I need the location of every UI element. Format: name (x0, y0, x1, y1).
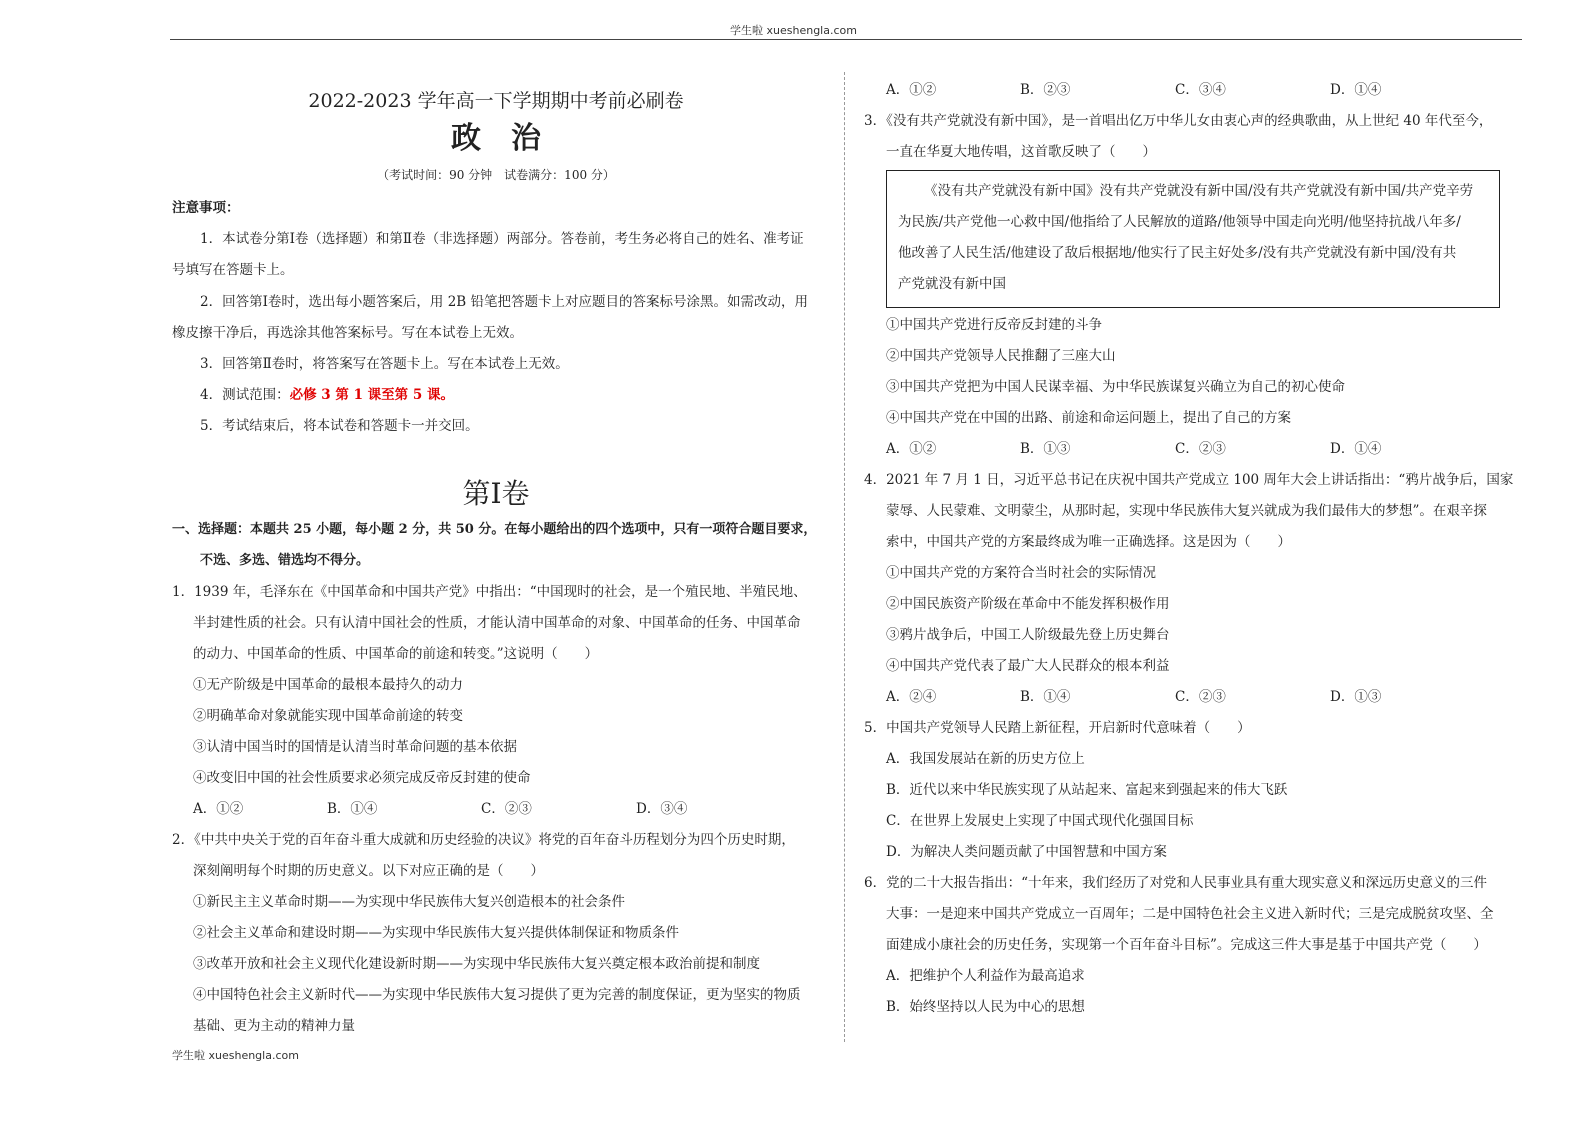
q1-stem-3: 的动力、中国革命的性质、中国革命的前途和转变。”这说明（ ） (193, 646, 599, 662)
q4-stem-3: 索中，中国共产党的方案最终成为唯一正确选择。这是因为（ ） (886, 534, 1291, 550)
q5-option-a: A．我国发展站在新的历史方位上 (886, 751, 1085, 767)
q3-stem: 3．《没有共产党就没有新中国》，是一首唱出亿万中华儿女由衷心声的经典歌曲，从上世纪 40 年代至今， (864, 113, 1493, 129)
q3-statement-3: ③中国共产党把为中国人民谋幸福、为中华民族谋复兴确立为自己的初心使命 (886, 379, 1345, 395)
q3-option-c: C．②③ (1175, 441, 1226, 457)
q5-option-c: C．在世界上发展史上实现了中国式现代化强国目标 (886, 813, 1194, 829)
q1-stem: 1．1939 年，毛泽东在《中国革命和中国共产党》中指出：“中国现时的社会，是一个殖民地、半殖民地、 (172, 584, 807, 600)
q1-statement-3: ③认清中国当时的国情是认清当时革命问题的基本依据 (193, 739, 517, 755)
q3-statement-2: ②中国共产党领导人民推翻了三座大山 (886, 348, 1116, 364)
q4-option-a: A．②④ (886, 689, 937, 705)
q3-statement-1: ①中国共产党进行反帝反封建的斗争 (886, 317, 1102, 333)
notice-item-1: 1．本试卷分第Ⅰ卷（选择题）和第Ⅱ卷（非选择题）两部分。答卷前，考生务必将自己的姓名、准考证 (200, 231, 804, 247)
notice-item-4-range: 必修 3 第 1 课至第 5 课。 (289, 387, 454, 403)
notice-item-4 (200, 385, 454, 405)
q2-option-d: D．①④ (1330, 82, 1382, 98)
notice-item-2: 2．回答第Ⅰ卷时，选出每小题答案后，用 2B 铅笔把答题卡上对应题目的答案标号涂黑。如需改动，用 (200, 294, 809, 310)
q2-option-b: B．②③ (1020, 82, 1071, 98)
notice-item-1-cont: 号填写在答题卡上。 (172, 262, 294, 278)
q1-option-b: B．①④ (327, 801, 378, 817)
q1-option-a: A．①② (193, 801, 244, 817)
q5-option-b: B．近代以来中华民族实现了从站起来、富起来到强起来的伟大飞跃 (886, 782, 1288, 798)
notice-item-4-prefix: 4．测试范围： (200, 387, 290, 403)
q6-option-a: A．把维护个人利益作为最高追求 (886, 968, 1085, 984)
q4-option-b: B．①④ (1020, 689, 1071, 705)
page-header-site: 学生啦 xueshengla.com (730, 24, 857, 37)
q2-option-c: C．③④ (1175, 82, 1226, 98)
exam-title: 2022-2023 学年高一下学期期中考前必刷卷 (308, 90, 684, 112)
notice-item-2-cont: 橡皮擦干净后，再选涂其他答案标号。写在本试卷上无效。 (172, 325, 523, 341)
notice-item-3: 3．回答第Ⅱ卷时，将答案写在答题卡上。写在本试卷上无效。 (200, 356, 569, 372)
q4-option-d: D．①③ (1330, 689, 1382, 705)
section-instruction: 一、选择题：本题共 25 小题，每小题 2 分，共 50 分。在每小题给出的四个选项中，只有一项符合题目要求， (172, 522, 817, 537)
q6-stem-2: 大事：一是迎来中国共产党成立一百周年；二是中国特色社会主义进入新时代；三是完成脱贫攻坚、全 (886, 906, 1494, 922)
q4-stem-2: 蒙辱、人民蒙难、文明蒙尘，从那时起，实现中华民族伟大复兴就成为我们最伟大的梦想”。在艰辛探 (886, 503, 1487, 519)
q2-statement-1: ①新民主主义革命时期——为实现中华民族伟大复兴创造根本的社会条件 (193, 894, 625, 910)
notice-heading: 注意事项： (172, 200, 240, 216)
q3-stem-2: 一直在华夏大地传唱，这首歌反映了（ ） (886, 144, 1156, 160)
q1-option-c: C．②③ (481, 801, 532, 817)
q6-option-b: B．始终坚持以人民为中心的思想 (886, 999, 1085, 1015)
q1-stem-2: 半封建性质的社会。只有认清中国社会的性质，才能认清中国革命的对象、中国革命的任务、中国革命 (193, 615, 801, 631)
q2-statement-4-cont: 基础、更为主动的精神力量 (193, 1018, 355, 1034)
q3-lyrics-1: 《没有共产党就没有新中国》没有共产党就没有新中国/没有共产党就没有新中国/共产党辛劳 (924, 183, 1474, 199)
q2-option-a: A．①② (886, 82, 937, 98)
q1-statement-1: ①无产阶级是中国革命的最根本最持久的动力 (193, 677, 463, 693)
q4-statement-1: ①中国共产党的方案符合当时社会的实际情况 (886, 565, 1156, 581)
q4-statement-2: ②中国民族资产阶级在革命中不能发挥积极作用 (886, 596, 1170, 612)
q1-option-d: D．③④ (636, 801, 688, 817)
q3-option-d: D．①④ (1330, 441, 1382, 457)
q3-lyrics-3: 他改善了人民生活/他建设了敌后根据地/他实行了民主好处多/没有共产党就没有新中国/没有共 (898, 245, 1457, 261)
q4-stem: 4．2021 年 7 月 1 日，习近平总书记在庆祝中国共产党成立 100 周年大会上讲话指出：“鸦片战争后，国家 (864, 472, 1514, 488)
section-instruction-cont: 不选、多选、错选均不得分。 (200, 553, 370, 568)
exam-meta: （考试时间：90 分钟 试卷满分：100 分） (377, 168, 615, 182)
q2-stem: 2．《中共中央关于党的百年奋斗重大成就和历史经验的决议》将党的百年奋斗历程划分为四个历史时期， (172, 832, 795, 848)
q3-option-b: B．①③ (1020, 441, 1071, 457)
q3-statement-4: ④中国共产党在中国的出路、前途和命运问题上，提出了自己的方案 (886, 410, 1291, 426)
q1-statement-2: ②明确革命对象就能实现中国革命前途的转变 (193, 708, 463, 724)
subject-title: 政 治 (451, 121, 541, 156)
q5-stem: 5．中国共产党领导人民踏上新征程，开启新时代意味着（ ） (864, 720, 1251, 736)
notice-item-5: 5．考试结束后，将本试卷和答题卡一并交回。 (200, 418, 479, 434)
page-footer-site: 学生啦 xueshengla.com (172, 1049, 299, 1062)
q2-statement-4: ④中国特色社会主义新时代——为实现中华民族伟大复习提供了更为完善的制度保证，更为坚实的物质 (193, 987, 801, 1003)
q4-statement-4: ④中国共产党代表了最广大人民群众的根本利益 (886, 658, 1170, 674)
q3-lyrics-2: 为民族/共产党他一心救中国/他指给了人民解放的道路/他领导中国走向光明/他坚持抗战八年多/ (898, 214, 1461, 230)
q4-statement-3: ③鸦片战争后，中国工人阶级最先登上历史舞台 (886, 627, 1170, 643)
q2-stem-2: 深刻阐明每个时期的历史意义。以下对应正确的是（ ） (193, 863, 544, 879)
q5-option-d: D．为解决人类问题贡献了中国智慧和中国方案 (886, 844, 1167, 860)
q4-option-c: C．②③ (1175, 689, 1226, 705)
q3-option-a: A．①② (886, 441, 937, 457)
q1-statement-4: ④改变旧中国的社会性质要求必须完成反帝反封建的使命 (193, 770, 531, 786)
column-divider (844, 72, 845, 1042)
q3-lyrics-4: 产党就没有新中国 (898, 276, 1006, 292)
q2-statement-3: ③改革开放和社会主义现代化建设新时期——为实现中华民族伟大复兴奠定根本政治前提和制度 (193, 956, 760, 972)
q6-stem: 6．党的二十大报告指出：“十年来，我们经历了对党和人民事业具有重大现实意义和深远历史意义的三件 (864, 875, 1487, 891)
q6-stem-3: 面建成小康社会的历史任务，实现第一个百年奋斗目标”。完成这三件大事是基于中国共产党（ ） (886, 937, 1487, 953)
section-title: 第Ⅰ卷 (462, 477, 530, 510)
header-rule (170, 39, 1522, 40)
q2-statement-2: ②社会主义革命和建设时期——为实现中华民族伟大复兴提供体制保证和物质条件 (193, 925, 679, 941)
